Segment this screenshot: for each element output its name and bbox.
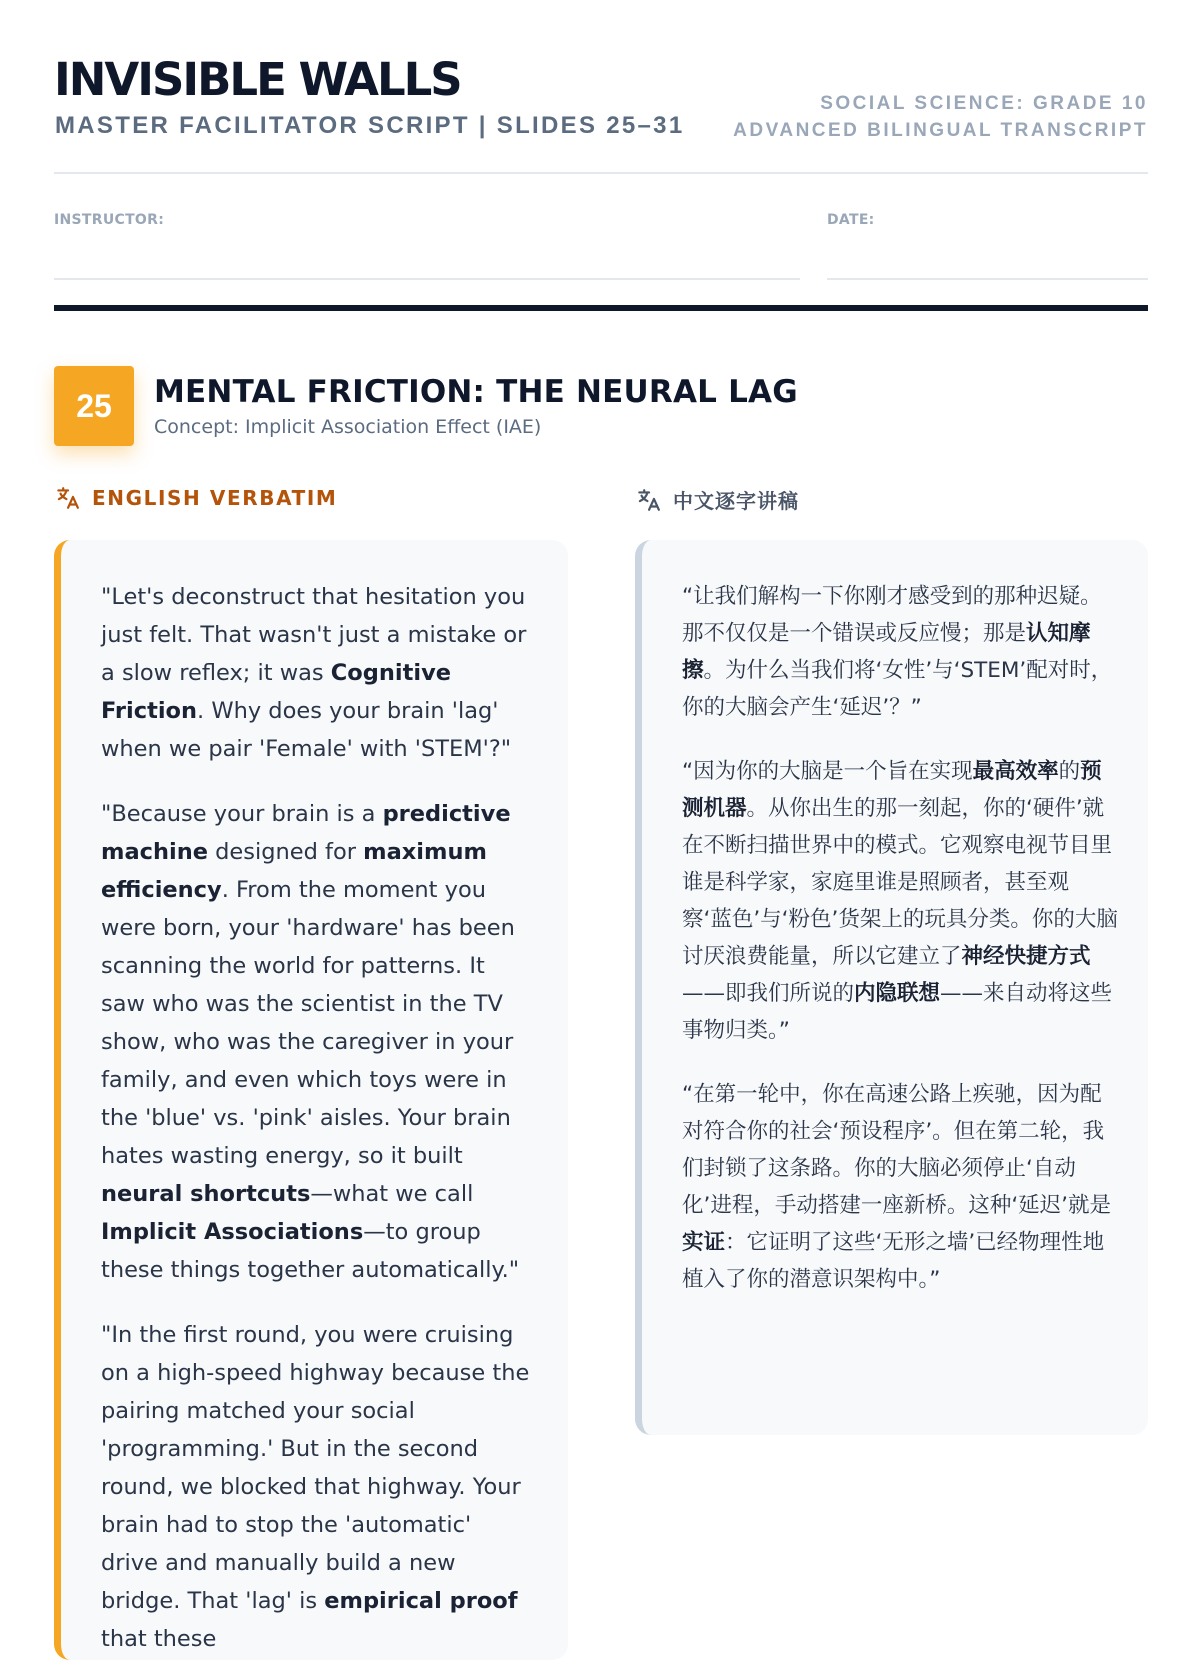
instructor-value[interactable] — [54, 228, 800, 262]
course-subject: SOCIAL SCIENCE: GRADE 10 — [820, 93, 1148, 114]
section-concept: Concept: Implicit Association Effect (IAE) — [154, 416, 542, 438]
translate-icon — [54, 485, 80, 511]
emphasis-term: maximum efficiency — [101, 839, 487, 903]
slide-number-badge: 25 — [54, 366, 134, 446]
emphasis-term: predictive machine — [101, 801, 511, 865]
instructor-label: INSTRUCTOR: — [54, 212, 165, 228]
emphasis-term: 内隐联想 — [854, 981, 941, 1006]
english-column-title: ENGLISH VERBATIM — [92, 486, 338, 510]
english-transcript-card — [54, 540, 568, 1660]
transcript-paragraph: “在第一轮中，你在高速公路上疾驰，因为配对符合你的社会‘预设程序’。但在第二轮，我们封锁了这条路。你的大脑必须停止‘自动化’进程，手动搭建一座新桥。这种‘延迟’就是实证：它证明了这些‘无形之墙’已经物理性地植入了你的潜意识架构中。” — [682, 1082, 1112, 1292]
date-label: DATE: — [827, 212, 875, 228]
transcript-paragraph: "Let's deconstruct that hesitation you just felt. That wasn't just a mistake or a slow reflex; it was Cognitive Friction. Why does your brain 'lag' when we pair 'Female' with 'STEM'?" — [101, 584, 527, 762]
emphasis-term: empirical proof — [324, 1588, 518, 1614]
chinese-column-title: 中文逐字讲稿 — [673, 489, 799, 513]
section-title: MENTAL FRICTION: THE NEURAL LAG — [154, 374, 798, 410]
transcript-paragraph: “让我们解构一下你刚才感受到的那种迟疑。那不仅仅是一个错误或反应慢；那是认知摩擦。为什么当我们将‘女性’与‘STEM’配对时，你的大脑会产生‘延迟’？” — [682, 584, 1113, 720]
instructor-field[interactable] — [54, 212, 800, 280]
emphasis-term: Cognitive Friction — [101, 660, 451, 724]
english-column-header — [54, 485, 337, 511]
emphasis-term: 认知摩擦 — [682, 621, 1091, 683]
transcript-paragraph: “因为你的大脑是一个旨在实现最高效率的预测机器。从你出生的那一刻起，你的‘硬件’就在不断扫描世界中的模式。它观察电视节目里谁是科学家，家庭里谁是照顾者，甚至观察‘蓝色’与‘粉色’货架上的玩具分类。你的大脑讨厌浪费能量，所以它建立了神经快捷方式——即我们所说的内隐联想——来自动将这些事物归类。” — [682, 759, 1118, 1043]
transcript-paragraph: "Because your brain is a predictive machine designed for maximum efficiency. From the moment you were born, your 'hardware' has been scanning the world for patterns. It saw who was the scientist in the TV show, who was the caregiver in your family, and even which toys were in the 'blue' vs. 'pink' aisles. Your brain hates wasting energy, so it built neural shortcuts—what we call Implicit Associations—to group these things together automatically." — [101, 801, 520, 1283]
transcript-paragraph: "In the first round, you were cruising on a high-speed highway because the pairing matched your social 'programming.' But in the second round, we blocked that highway. Your brain had to stop the 'automatic' drive and manually build a new bridge. That 'lag' is empirical proof that these — [101, 1322, 530, 1652]
document-subtitle: MASTER FACILITATOR SCRIPT | SLIDES 25–31 — [55, 112, 685, 139]
emphasis-term: 神经快捷方式 — [961, 944, 1091, 969]
emphasis-term: Implicit Associations — [101, 1219, 364, 1245]
date-field[interactable] — [827, 212, 1148, 280]
document-title: INVISIBLE WALLS — [54, 53, 461, 106]
transcript-type: ADVANCED BILINGUAL TRANSCRIPT — [733, 120, 1148, 141]
emphasis-term: 实证 — [682, 1230, 726, 1255]
emphasis-term: 预测机器 — [682, 759, 1102, 821]
course-meta — [733, 90, 1148, 144]
header-divider — [54, 305, 1148, 311]
chinese-transcript-card — [635, 540, 1148, 1435]
script-page — [54, 0, 1148, 1652]
chinese-column-header — [635, 485, 799, 514]
date-value[interactable] — [827, 228, 1148, 262]
document-header — [54, 50, 1148, 174]
emphasis-term: neural shortcuts — [101, 1181, 311, 1207]
translate-icon — [635, 487, 661, 513]
emphasis-term: 最高效率 — [972, 759, 1059, 784]
